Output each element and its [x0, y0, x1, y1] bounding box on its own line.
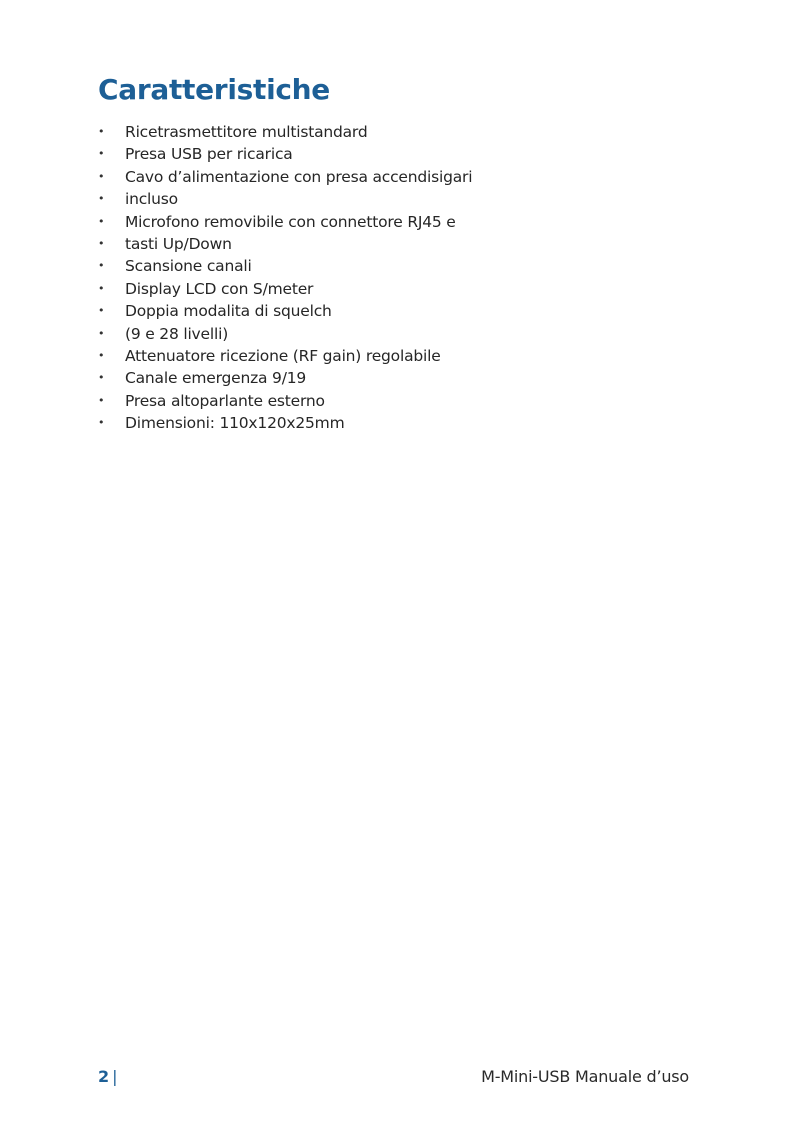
list-item	[98, 255, 472, 277]
bullet-icon: •	[98, 348, 105, 362]
bullet-icon: •	[98, 214, 105, 228]
bullet-icon: •	[98, 326, 105, 340]
list-item-text: (9 e 28 livelli)	[125, 324, 229, 343]
list-item-text: Scansione canali	[125, 257, 252, 276]
list-item-text: Presa altoparlante esterno	[125, 391, 325, 410]
bullet-icon: •	[98, 416, 105, 430]
list-item-text: Microfono removibile con connettore RJ45 e	[125, 212, 456, 231]
feature-list	[98, 121, 472, 434]
list-item	[98, 323, 472, 345]
list-item	[98, 188, 472, 210]
list-item-text: Doppia modalita di squelch	[125, 302, 332, 321]
footer-page-number	[98, 1066, 118, 1088]
list-item	[98, 412, 472, 434]
bullet-icon: •	[98, 304, 105, 318]
list-item	[98, 211, 472, 233]
list-item	[98, 143, 472, 165]
list-item-text: Ricetrasmettitore multistandard	[125, 123, 368, 141]
list-item	[98, 121, 472, 143]
list-item	[98, 300, 472, 322]
list-item	[98, 345, 472, 367]
footer-separator: |	[112, 1067, 118, 1086]
bullet-icon: •	[98, 125, 105, 138]
list-item-text: incluso	[125, 190, 178, 209]
footer-document-title: M-Mini-USB Manuale d’uso	[481, 1067, 689, 1086]
list-item	[98, 278, 472, 300]
bullet-icon: •	[98, 169, 105, 183]
list-item-text: tasti Up/Down	[125, 234, 232, 253]
list-item	[98, 390, 472, 412]
list-item-text: Attenuatore ricezione (RF gain) regolabile	[125, 346, 441, 365]
list-item	[98, 367, 472, 389]
list-item-text: Presa USB per ricarica	[125, 145, 293, 164]
bullet-icon: •	[98, 192, 105, 206]
list-item	[98, 166, 472, 188]
list-item-text: Display LCD con S/meter	[125, 279, 314, 298]
bullet-icon: •	[98, 236, 105, 250]
bullet-icon: •	[98, 281, 105, 295]
list-item-text: Canale emergenza 9/19	[125, 369, 307, 388]
page-title: Caratteristiche	[98, 73, 330, 106]
bullet-icon: •	[98, 371, 105, 385]
bullet-icon: •	[98, 259, 105, 273]
bullet-icon: •	[98, 147, 105, 161]
list-item-text: Dimensioni: 110x120x25mm	[125, 414, 345, 433]
list-item-text: Cavo d’alimentazione con presa accendisigari	[125, 167, 473, 186]
bullet-icon: •	[98, 393, 105, 407]
page-number: 2	[98, 1067, 110, 1086]
list-item	[98, 233, 472, 255]
